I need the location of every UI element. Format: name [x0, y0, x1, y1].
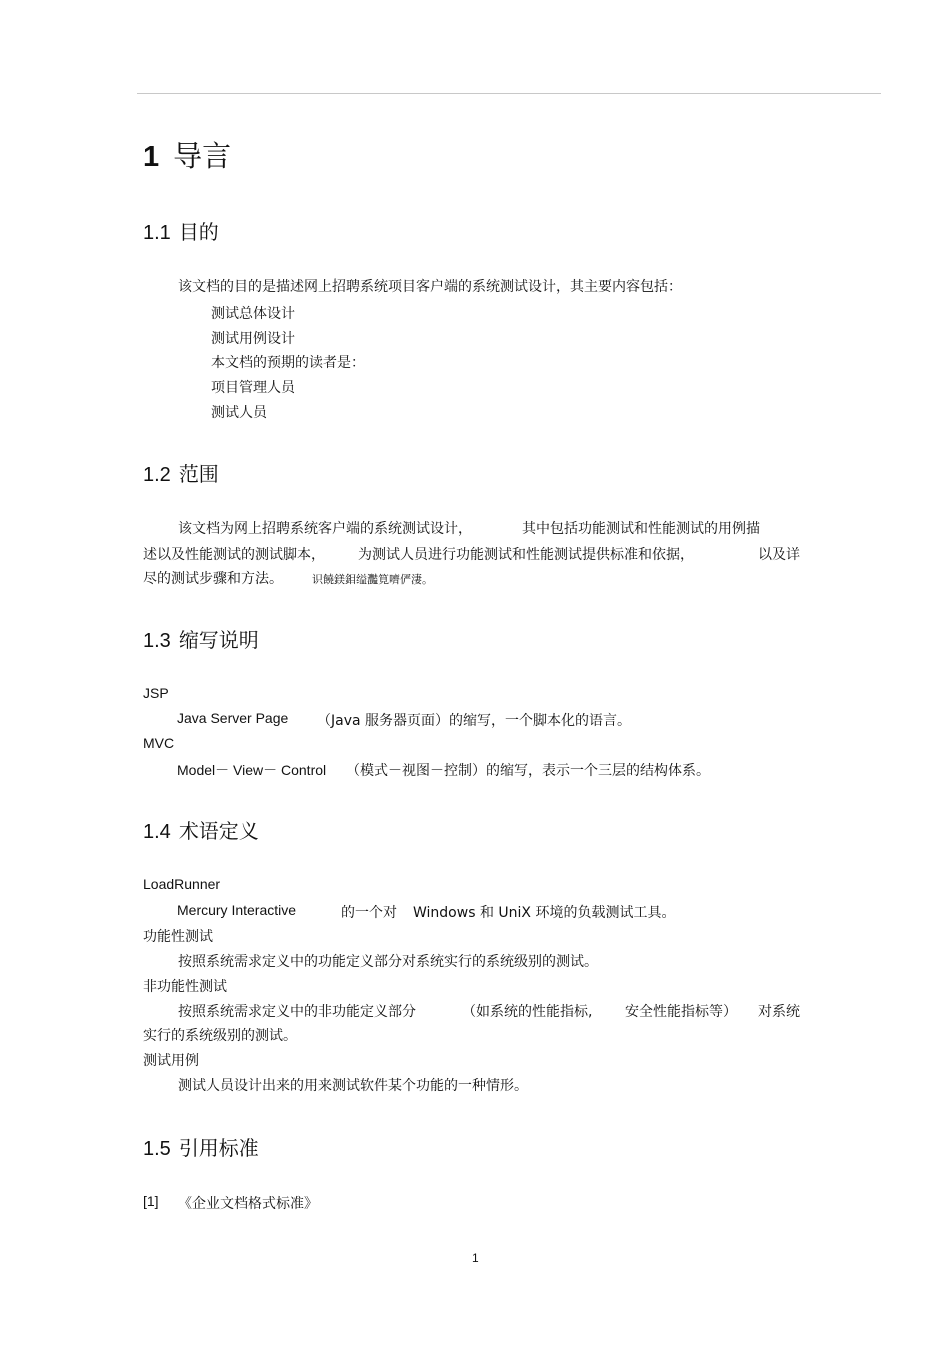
- section-title: 缩写说明: [178, 628, 259, 652]
- scope-text: 尽的测试步骤和方法。: [143, 571, 283, 587]
- section-number: 1.4: [143, 821, 171, 843]
- page-number: 1: [472, 1251, 479, 1265]
- section-number: 1.2: [143, 464, 171, 486]
- scope-text: 述以及性能测试的测试脚本，: [143, 547, 325, 563]
- header-rule: [137, 93, 881, 94]
- section-title: 目的: [178, 220, 219, 244]
- definition-mvc: （模式－视图－控制）的缩写，表示一个三层的结构体系。: [346, 763, 710, 779]
- chapter-title: 导言: [173, 139, 232, 173]
- scope-text: 为测试人员进行功能测试和性能测试提供标准和依据，: [358, 547, 694, 563]
- scope-text: 其中包括功能测试和性能测试的用例描: [522, 521, 760, 537]
- definition-nonfunctional-test: 按照系统需求定义中的非功能定义部分: [178, 1004, 416, 1020]
- section-title: 术语定义: [178, 819, 259, 843]
- list-item: 项目管理人员: [211, 380, 295, 396]
- definition-loadrunner: 的一个对: [341, 905, 397, 921]
- definition-test-case: 测试人员设计出来的用来测试软件某个功能的一种情形。: [178, 1078, 528, 1094]
- chapter-heading: [143, 134, 231, 175]
- section-heading-scope: [143, 458, 219, 487]
- term-mvc: MVC: [143, 735, 175, 751]
- definition-nonfunctional-test: 实行的系统级别的测试。: [143, 1028, 297, 1044]
- term-jsp: JSP: [143, 685, 169, 701]
- section-heading-terms: [143, 815, 259, 844]
- list-item: 本文档的预期的读者是：: [211, 355, 365, 371]
- definition-loadrunner: Windows 和 UniX 环境的负载测试工具。: [413, 905, 676, 921]
- list-item: 测试总体设计: [211, 306, 295, 322]
- scope-text: 以及详: [758, 547, 800, 563]
- section-title: 引用标准: [178, 1136, 259, 1160]
- section-number: 1.1: [143, 222, 171, 244]
- section-heading-references: [143, 1132, 259, 1161]
- definition-functional-test: 按照系统需求定义中的功能定义部分对系统实行的系统级别的测试。: [178, 954, 598, 970]
- reference-number: [1]: [143, 1193, 159, 1209]
- term-test-case: 测试用例: [143, 1053, 199, 1069]
- definition-nonfunctional-test: （如系统的性能指标,: [462, 1004, 593, 1020]
- section-number: 1.3: [143, 630, 171, 652]
- scope-garbled-text: 识饒鎂鉬缢灩筧嚌俨淒。: [312, 573, 433, 586]
- definition-jsp-en: Java Server Page: [177, 710, 289, 726]
- definition-mvc-en: Model－ View－ Control: [177, 762, 327, 778]
- term-nonfunctional-test: 非功能性测试: [143, 979, 227, 995]
- section-heading-abbreviations: [143, 624, 259, 653]
- list-item: 测试人员: [211, 405, 267, 421]
- reference-title: 《企业文档格式标准》: [178, 1196, 318, 1212]
- term-functional-test: 功能性测试: [143, 929, 213, 945]
- section-title: 范围: [178, 462, 219, 486]
- definition-nonfunctional-test: 安全性能指标等）: [625, 1004, 737, 1020]
- list-item: 测试用例设计: [211, 331, 295, 347]
- term-loadrunner: LoadRunner: [143, 876, 221, 892]
- section-heading-purpose: [143, 216, 219, 245]
- definition-loadrunner-vendor: Mercury Interactive: [177, 902, 297, 918]
- definition-jsp: （Java 服务器页面）的缩写，一个脚本化的语言。: [317, 713, 632, 729]
- purpose-intro: 该文档的目的是描述网上招聘系统项目客户端的系统测试设计，其主要内容包括：: [178, 279, 682, 295]
- scope-text: 该文档为网上招聘系统客户端的系统测试设计，: [178, 521, 472, 537]
- section-number: 1.5: [143, 1138, 171, 1160]
- chapter-number: 1: [143, 141, 160, 173]
- definition-nonfunctional-test: 对系统: [758, 1004, 800, 1020]
